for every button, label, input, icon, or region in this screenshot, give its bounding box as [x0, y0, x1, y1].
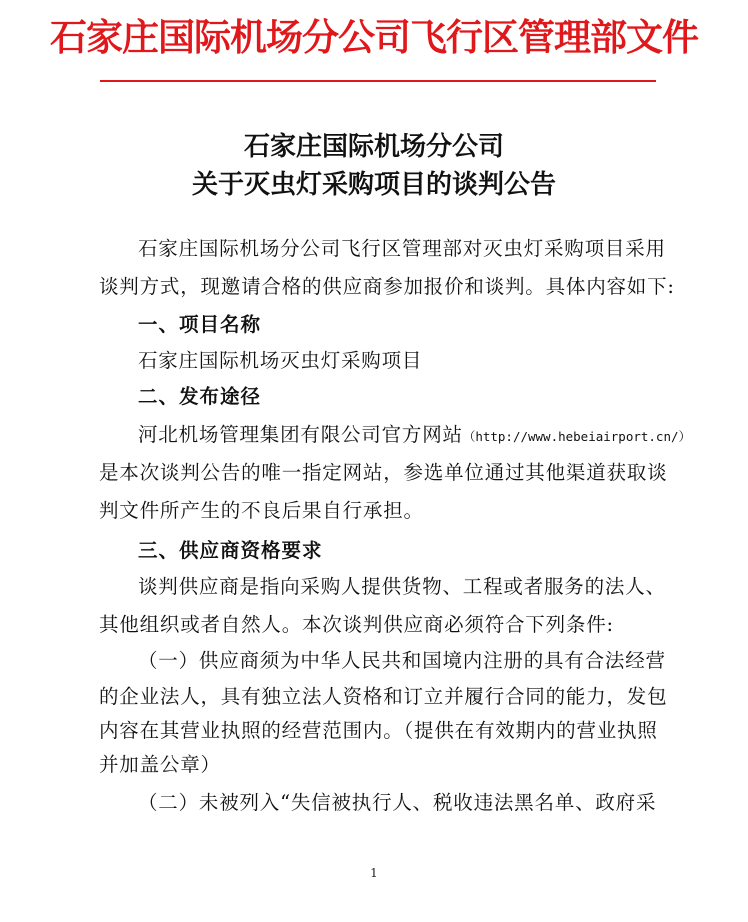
- section1-text: 石家庄国际机场灭虫灯采购项目: [138, 349, 423, 372]
- section2-heading: 二、发布途径: [138, 385, 262, 408]
- page-number: 1: [370, 866, 378, 880]
- intro-paragraph-line2: 谈判方式，现邀请合格的供应商参加报价和谈判。具体内容如下:: [99, 275, 675, 298]
- item1-line1: （一）供应商须为中华人民共和国境内注册的具有合法经营: [138, 649, 666, 672]
- document-title-line2: 关于灭虫灯采购项目的谈判公告: [191, 170, 556, 200]
- item2-line1: （二）未被列入“失信被执行人、税收违法黑名单、政府采: [138, 791, 657, 814]
- section2-paragraph-line1: [138, 422, 692, 450]
- section2-paragraph-line3: 判文件所产生的不良后果自行承担。: [99, 499, 424, 522]
- section3-paragraph-line1: 谈判供应商是指向采购人提供货物、工程或者服务的法人、: [138, 575, 666, 598]
- item1-line4: 并加盖公章）: [99, 753, 221, 776]
- item1-line3: 内容在其营业执照的经营范围内。（提供在有效期内的营业执照: [99, 719, 658, 742]
- section1-heading: 一、项目名称: [138, 313, 262, 336]
- section2-website-url: （http://www.hebeiairport.cn/）: [462, 429, 692, 444]
- letterhead-title: 石家庄国际机场分公司飞行区管理部文件: [50, 15, 698, 59]
- letterhead-divider: [100, 80, 656, 82]
- section2-website-name: 河北机场管理集团有限公司官方网站: [138, 423, 463, 446]
- intro-paragraph-line1: 石家庄国际机场分公司飞行区管理部对灭虫灯采购项目采用: [138, 237, 666, 260]
- item1-line2: 的企业法人，具有独立法人资格和订立并履行合同的能力，发包: [99, 685, 668, 708]
- section3-paragraph-line2: 其他组织或者自然人。本次谈判供应商必须符合下列条件:: [99, 613, 614, 636]
- section2-paragraph-line2: 是本次谈判公告的唯一指定网站，参选单位通过其他渠道获取谈: [99, 461, 668, 484]
- section3-heading: 三、供应商资格要求: [138, 539, 323, 562]
- document-title-line1: 石家庄国际机场分公司: [243, 132, 504, 162]
